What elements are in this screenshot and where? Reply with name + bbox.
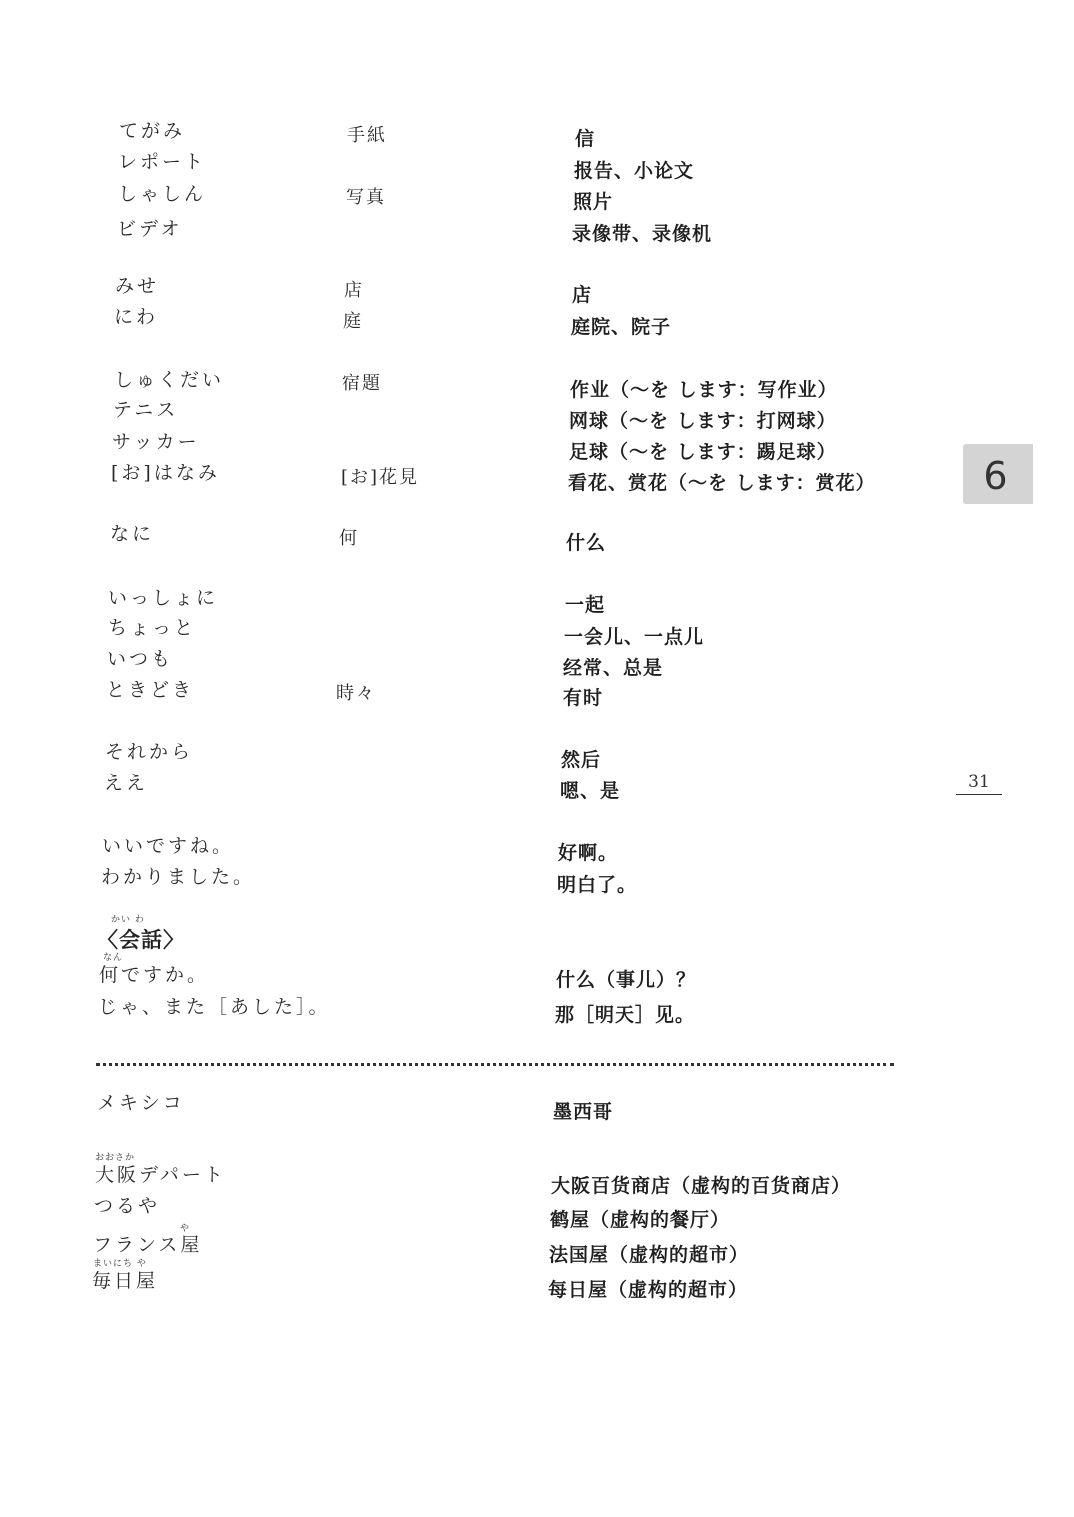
vocab-kanji: 宿題 <box>342 373 382 394</box>
vocab-kana: いつも <box>107 648 174 670</box>
vocab-meaning: 嗯、是 <box>560 780 621 802</box>
proper-noun-meaning: 每日屋（虚构的超市） <box>548 1279 749 1301</box>
vocab-meaning: 足球（～を します：踢足球） <box>569 441 837 463</box>
vocab-kana: わかりました。 <box>101 866 256 888</box>
proper-noun: 毎日屋 <box>92 1270 159 1292</box>
vocab-meaning: 什么 <box>566 532 607 554</box>
vocab-kana: ビデオ <box>117 218 183 240</box>
vocab-meaning: 庭院、院子 <box>571 316 672 338</box>
vocab-kana: それから <box>105 741 194 763</box>
proper-noun: 大阪デパート <box>95 1164 226 1186</box>
vocab-meaning: 录像带、录像机 <box>572 223 713 245</box>
vocab-meaning: 经常、总是 <box>563 657 664 679</box>
chapter-tab <box>963 444 1033 504</box>
proper-noun: つるや <box>94 1195 161 1217</box>
vocab-kanji: 何 <box>339 528 359 549</box>
vocab-kana: サッカー <box>112 431 200 453</box>
vocab-meaning: 好啊。 <box>558 842 619 864</box>
vocab-kana: いっしょに <box>108 587 219 609</box>
vocab-meaning: 信 <box>575 128 596 150</box>
proper-noun-meaning: 大阪百货商店（虚构的百货商店） <box>551 1175 852 1197</box>
vocab-kanji: 写真 <box>346 187 386 208</box>
vocab-meaning: 然后 <box>561 749 602 771</box>
vocab-kana: てがみ <box>119 120 186 142</box>
vocab-kanji: 庭 <box>343 311 363 332</box>
proper-noun: フランス屋 <box>93 1234 203 1256</box>
vocab-kanji: [お]花見 <box>341 467 420 488</box>
vocab-kana: いいですね。 <box>102 835 235 857</box>
vocab-kana: にわ <box>114 306 159 328</box>
conversation-phrase: 何ですか。 <box>99 964 210 986</box>
vocab-kana: しゃしん <box>118 183 207 205</box>
conversation-heading: 〈会話〉 <box>97 927 185 952</box>
vocab-meaning: 有时 <box>563 687 604 709</box>
heading-ruby: かい わ <box>111 915 145 925</box>
page-number: 31 <box>956 774 1002 795</box>
vocab-kana: なに <box>110 523 155 545</box>
vocab-kana: テニス <box>113 399 179 421</box>
section-divider <box>96 1063 894 1066</box>
vocab-kanji: 時々 <box>336 683 376 704</box>
furigana: や <box>180 1224 191 1234</box>
vocab-meaning: 网球（～を します：打网球） <box>569 410 837 432</box>
vocab-meaning: 作业（～を します：写作业） <box>570 379 838 401</box>
vocab-meaning: 一会儿、一点儿 <box>564 626 705 648</box>
vocab-kana: ときどき <box>106 679 195 701</box>
proper-noun-meaning: 法国屋（虚构的超市） <box>549 1244 750 1266</box>
conversation-phrase: じゃ、また［あした］。 <box>98 996 331 1018</box>
vocab-kana: ええ <box>104 772 149 794</box>
vocab-kana: レポート <box>118 151 207 173</box>
vocab-meaning: 明白了。 <box>557 874 638 896</box>
vocab-kana: みせ <box>115 275 160 297</box>
proper-noun-meaning: 鹤屋（虚构的餐厅） <box>550 1209 731 1231</box>
furigana: まいにち や <box>93 1259 147 1269</box>
furigana: おおさか <box>95 1153 136 1163</box>
vocab-kanji: 手紙 <box>347 125 387 146</box>
vocab-meaning: 一起 <box>565 594 606 616</box>
conversation-meaning: 什么（事儿）？ <box>556 969 697 991</box>
proper-noun-meaning: 墨西哥 <box>553 1101 614 1123</box>
vocab-kana: [お]はなみ <box>111 462 220 484</box>
vocab-meaning: 报告、小论文 <box>574 160 695 182</box>
vocab-meaning: 照片 <box>573 191 614 213</box>
conversation-meaning: 那［明天］见。 <box>555 1004 696 1026</box>
proper-noun: メキシコ <box>97 1092 185 1114</box>
vocab-kana: しゅくだい <box>114 369 225 391</box>
chapter-number: 6 <box>983 454 1008 498</box>
vocab-meaning: 看花、赏花（～を します：赏花） <box>568 472 876 494</box>
vocab-meaning: 店 <box>572 284 593 306</box>
vocab-kanji: 店 <box>344 280 364 301</box>
vocab-kana: ちょっと <box>108 617 197 639</box>
furigana: なん <box>103 953 124 963</box>
